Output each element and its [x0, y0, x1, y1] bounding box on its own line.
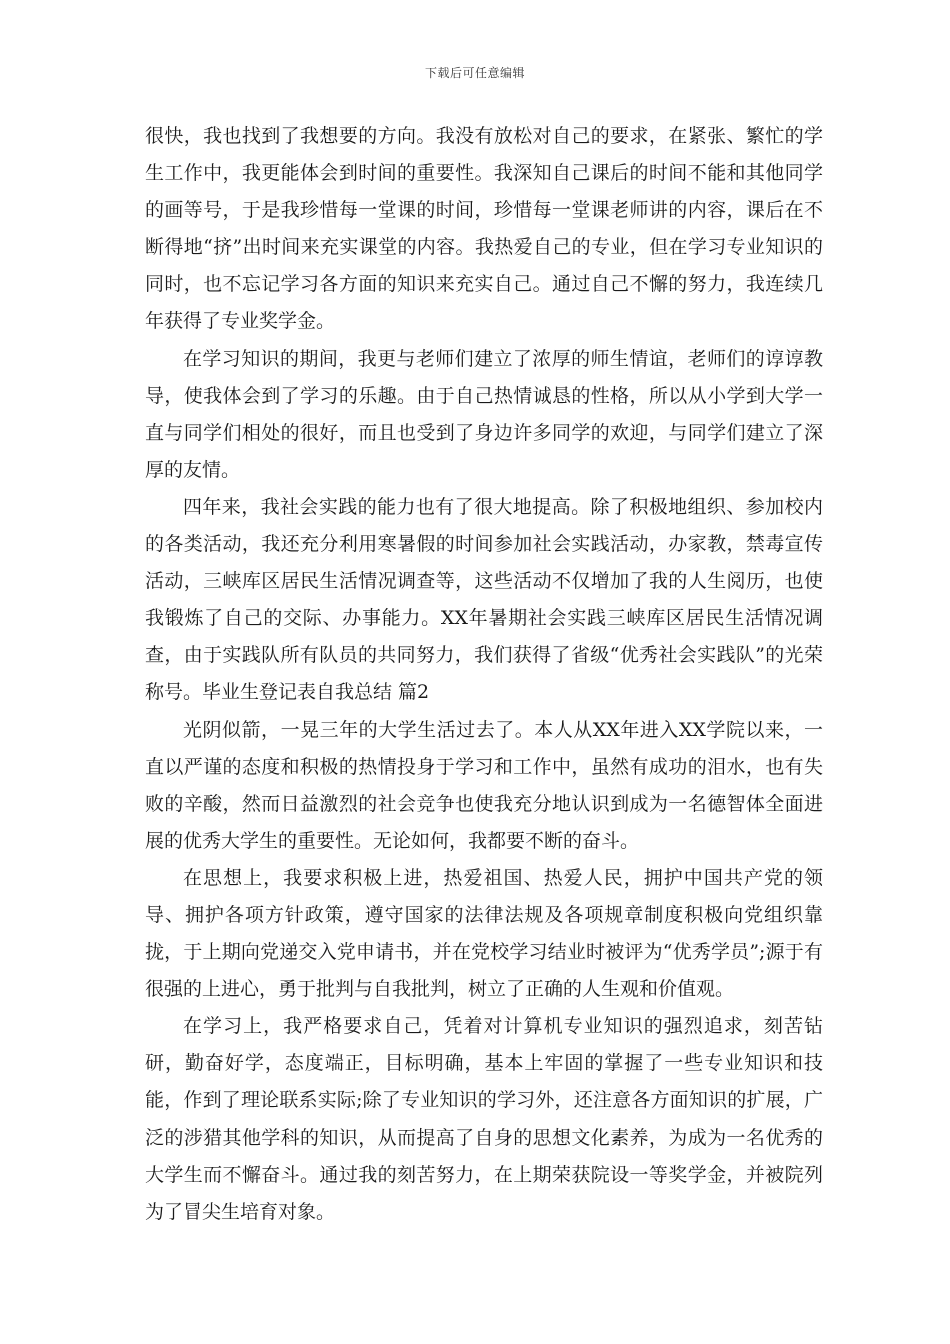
document-body: [145, 118, 823, 1231]
paragraph-6: 在学习上，我严格要求自己，凭着对计算机专业知识的强烈追求，刻苦钻研，勤奋好学，态度端正，目标明确，基本上牢固的掌握了一些专业知识和技能，作到了理论联系实际;除了专业知识的学习外，还注意各方面知识的扩展，广泛的涉猎其他学科的知识，从而提高了自身的思想文化素养，为成为一名优秀的大学生而不懈奋斗。通过我的刻苦努力，在上期荣获院设一等奖学金，并被院列为了冒尖生培育对象。: [145, 1015, 823, 1223]
paragraph-2: 在学习知识的期间，我更与老师们建立了浓厚的师生情谊，老师们的谆谆教导，使我体会到了学习的乐趣。由于自己热情诚恳的性格，所以从小学到大学一直与同学们相处的很好，而且也受到了身边许多同学的欢迎，与同学们建立了深厚的友情。: [145, 347, 823, 481]
paragraph-4: 光阴似箭，一晃三年的大学生活过去了。本人从XX年进入XX学院以来，一直以严谨的态度和积极的热情投身于学习和工作中，虽然有成功的泪水，也有失败的辛酸，然而日益激烈的社会竞争也使我充分地认识到成为一名德智体全面进展的优秀大学生的重要性。无论如何，我都要不断的奋斗。: [145, 718, 823, 852]
paragraph-1: 很快，我也找到了我想要的方向。我没有放松对自己的要求，在紧张、繁忙的学生工作中，我更能体会到时间的重要性。我深知自己课后的时间不能和其他同学的画等号，于是我珍惜每一堂课的时间，珍惜每一堂课老师讲的内容，课后在不断得地“挤”出时间来充实课堂的内容。我热爱自己的专业，但在学习专业知识的同时，也不忘记学习各方面的知识来充实自己。通过自己不懈的努力，我连续几年获得了专业奖学金。: [145, 125, 823, 333]
paragraph-5: 在思想上，我要求积极上进，热爱祖国、热爱人民，拥护中国共产党的领导、拥护各项方针政策，遵守国家的法律法规及各项规章制度积极向党组织靠拢，于上期向党递交入党申请书，并在党校学习结业时被评为“优秀学员”;源于有很强的上进心，勇于批判与自我批判，树立了正确的人生观和价值观。: [145, 866, 823, 1001]
paragraph-3: 四年来，我社会实践的能力也有了很大地提高。除了积极地组织、参加校内的各类活动，我还充分利用寒暑假的时间参加社会实践活动，办家教，禁毒宣传活动，三峡库区居民生活情况调查等，这些活动不仅增加了我的人生阅历，也使我锻炼了自己的交际、办事能力。XX年暑期社会实践三峡库区居民生活情况调查，由于实践队所有队员的共同努力，我们获得了省级“优秀社会实践队”的光荣称号。毕业生登记表自我总结 篇2: [145, 495, 823, 704]
page-header: 下载后可任意编辑: [424, 66, 525, 80]
